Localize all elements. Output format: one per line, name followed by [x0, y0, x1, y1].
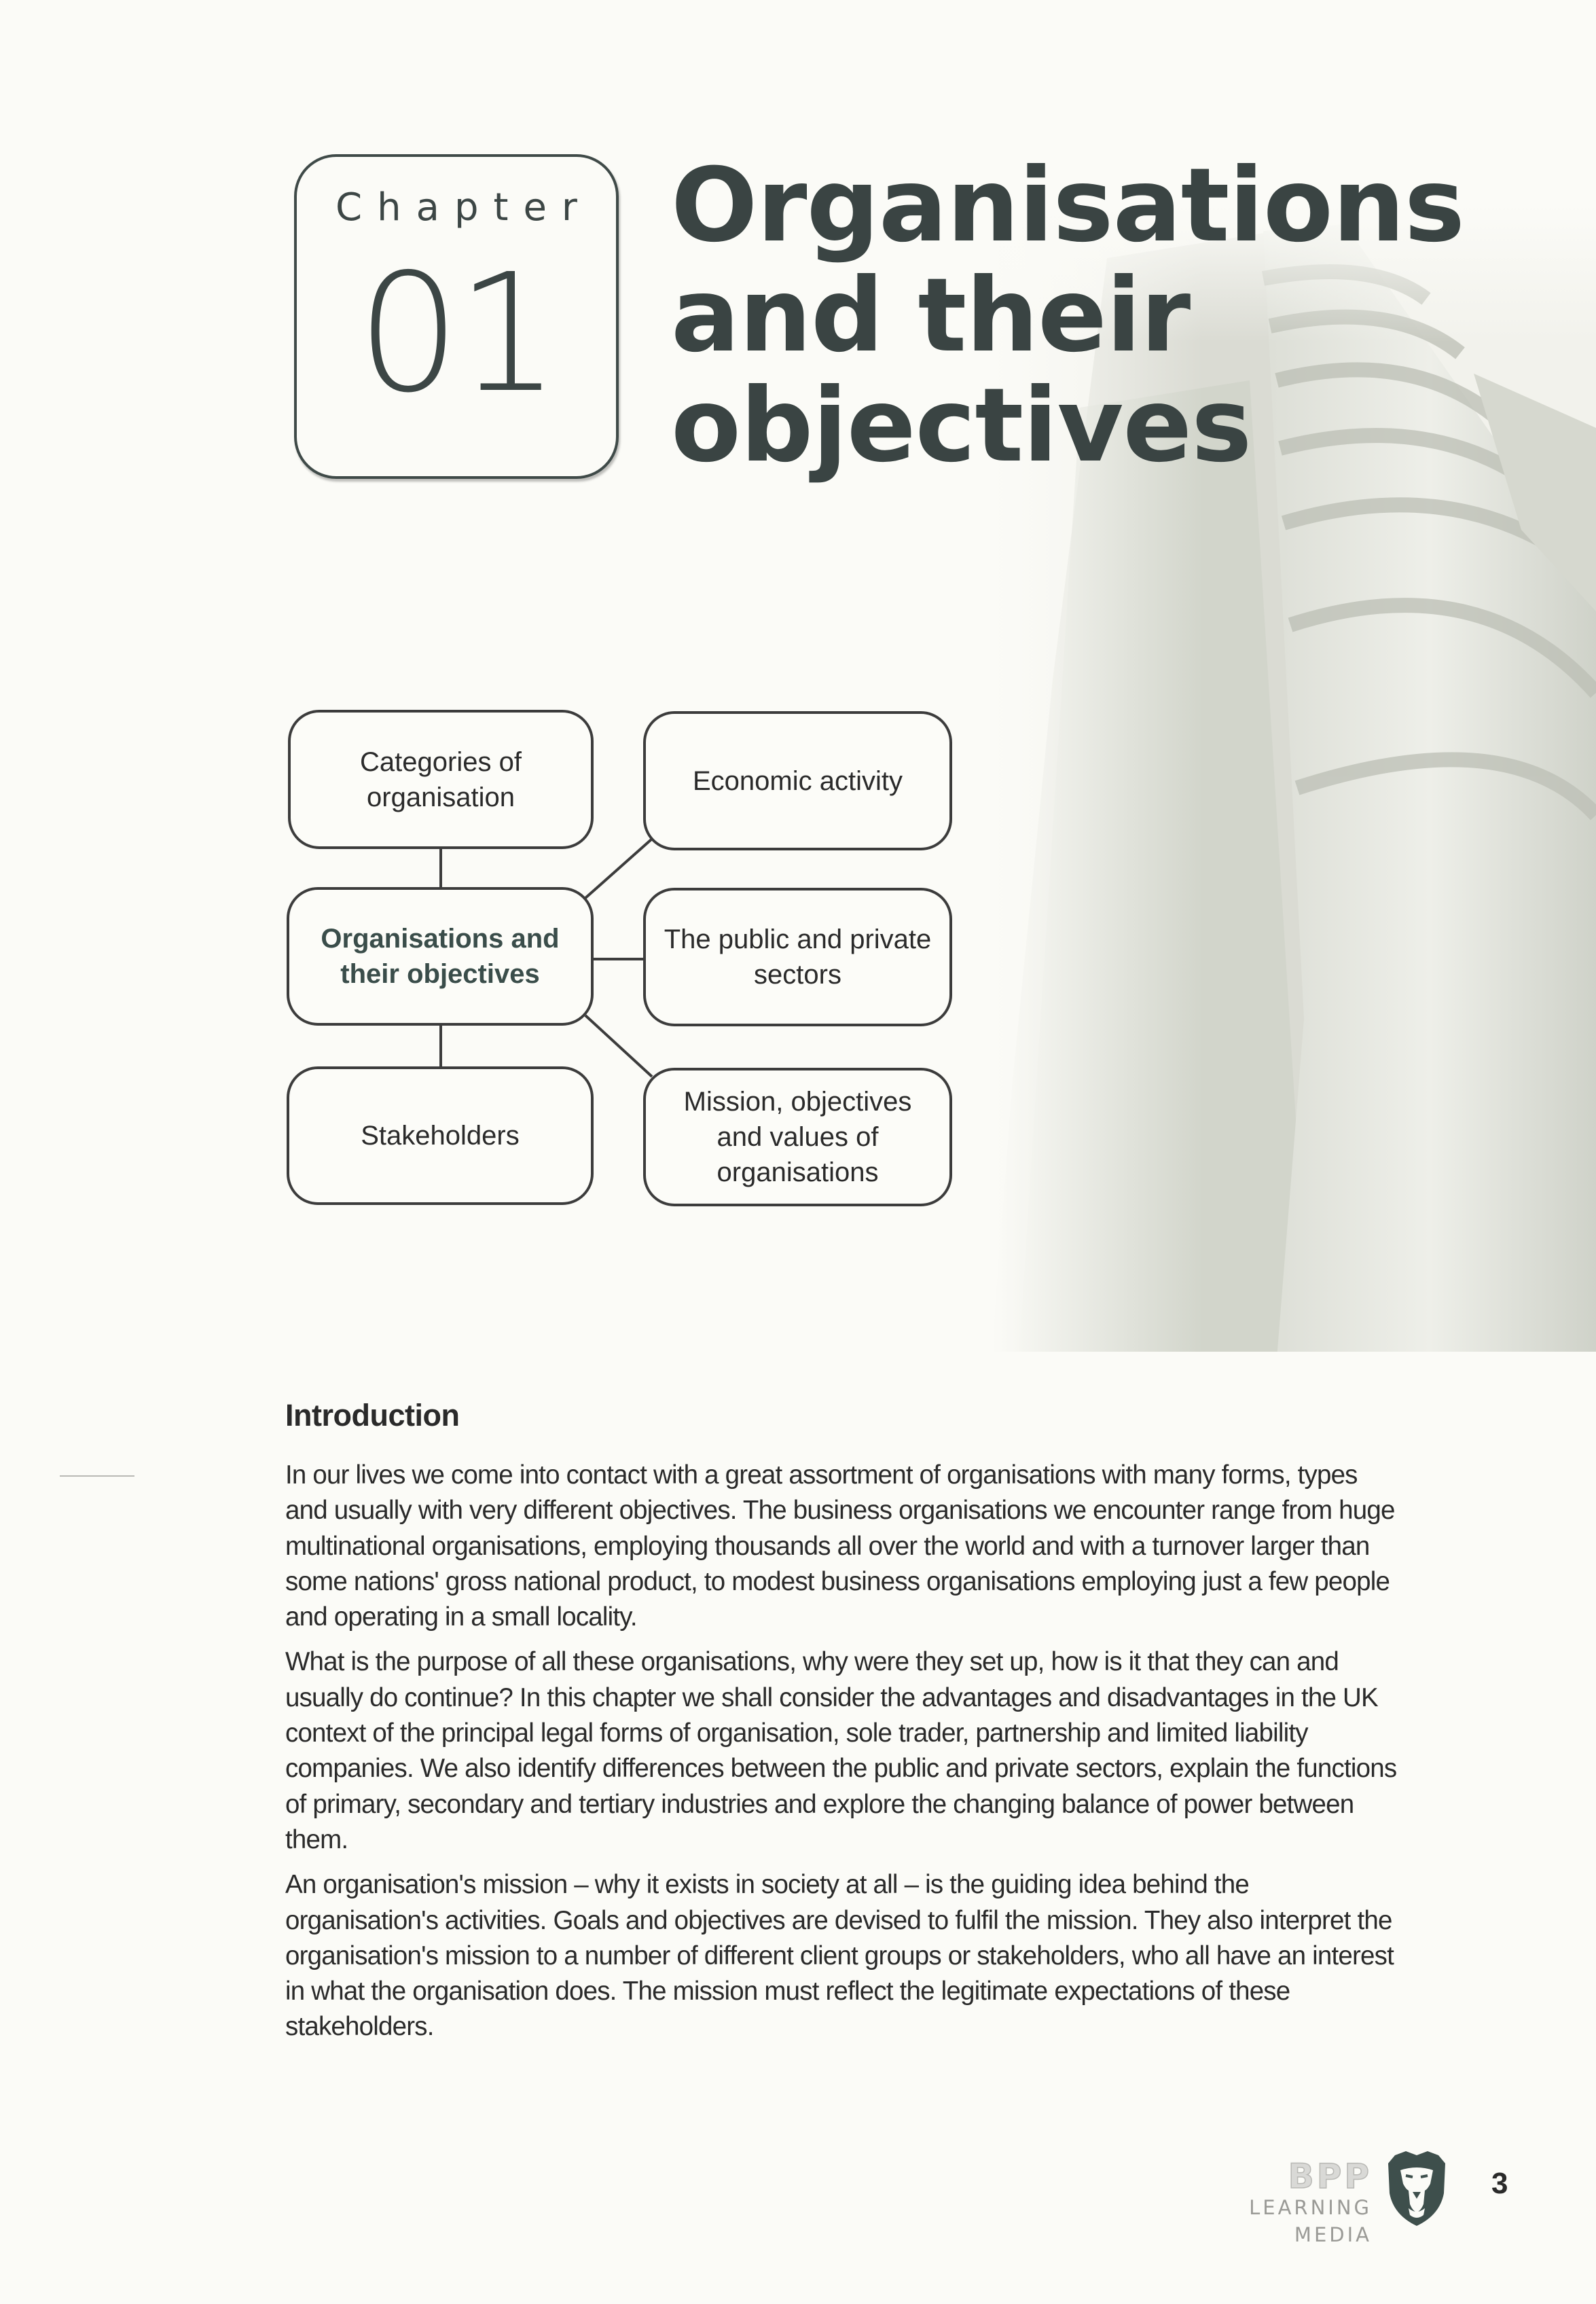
chapter-number: 01 [357, 238, 556, 429]
chapter-title-line-2: and their [671, 257, 1191, 375]
introduction-heading: Introduction [285, 1398, 460, 1433]
node-public-and-private-sectors: The public and private sectors [643, 888, 952, 1026]
node-stakeholders: Stakeholders [287, 1066, 594, 1205]
scan-artifact [60, 1475, 134, 1477]
chapter-title-line-3: objectives [671, 367, 1252, 485]
intro-paragraph-1: In our lives we come into contact with a great assortment of organisations with many forms, types and usually with very different objectives. The business organisations we encounter range from huge multinational organisations, employing thousands all over the world and with a turnover larger than some nations' gross national product, to modest business organisations employing just a few people and operating in a small locality. [285, 1460, 1395, 1632]
lion-shield-icon [1385, 2150, 1448, 2227]
introduction-body [285, 1458, 1399, 2055]
node-mission-objectives-values: Mission, objectives and values of organisations [643, 1068, 952, 1206]
node-categories-of-organisation: Categories of organisation [288, 710, 594, 849]
brand-subtitle: LEARNING MEDIA [1249, 2196, 1372, 2246]
chapter-badge [294, 154, 619, 479]
brand-name: BPP [1288, 2157, 1372, 2196]
intro-paragraph-3: An organisation's mission – why it exists in society at all – is the guiding idea behind the organisation's activities. Goals and objectives are devised to fulfil the mission. They also interpret the organisation's mission to a number of different client groups or stakeholders, who all have an interest in what the organisation does. The mission must reflect the legitimate expectations of these stakeholders. [285, 1870, 1394, 2042]
chapter-label: Chapter [335, 185, 592, 230]
node-organisations-and-their-objectives: Organisations and their objectives [287, 887, 594, 1026]
chapter-title [671, 147, 1465, 485]
publisher-logo-text [1175, 2159, 1372, 2248]
node-economic-activity: Economic activity [643, 711, 952, 850]
intro-paragraph-2: What is the purpose of all these organisations, why were they set up, how is it that they can and usually do continue? In this chapter we shall consider the advantages and disadvantages in the UK context of the principal legal forms of organisation, sole trader, partnership and limited liability companies. We also identify differences between the public and private sectors, explain the functions of primary, secondary and tertiary industries and explore the changing balance of power between them. [285, 1647, 1397, 1854]
chapter-title-line-1: Organisations [671, 147, 1465, 265]
page-number: 3 [1491, 2167, 1508, 2200]
